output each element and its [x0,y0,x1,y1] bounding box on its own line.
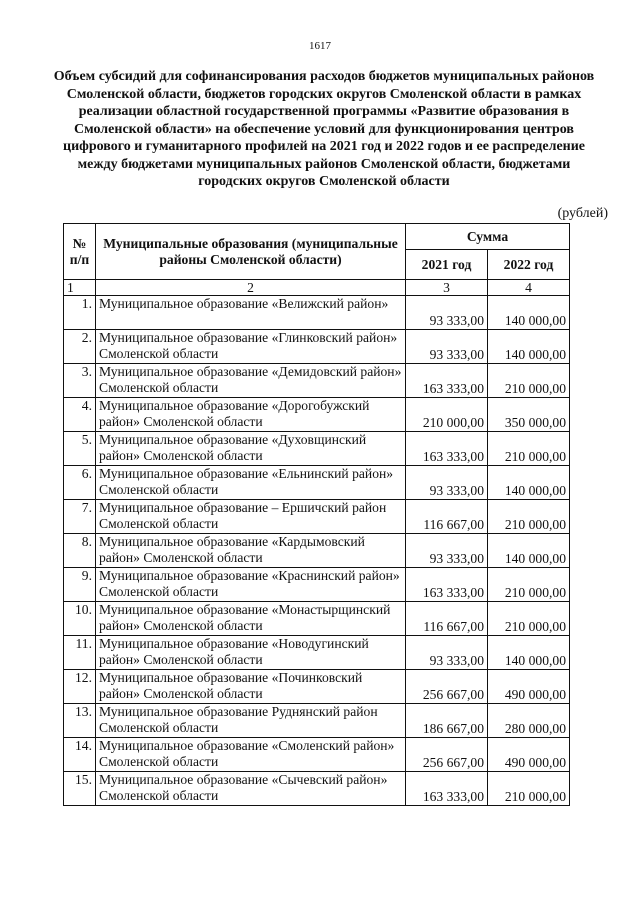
row-value-2021: 163 333,00 [406,364,488,398]
row-number: 15. [64,772,96,806]
row-value-2022: 210 000,00 [488,500,570,534]
row-name: Муниципальное образование «Новодугинский район» Смоленской области [96,636,406,670]
row-value-2021: 163 333,00 [406,772,488,806]
row-value-2021: 93 333,00 [406,636,488,670]
page-number: 1617 [309,40,331,52]
index-cell: 3 [406,280,488,296]
row-name: Муниципальное образование «Смоленский район» Смоленской области [96,738,406,772]
table-row [64,568,570,602]
table-row [64,330,570,364]
row-value-2022: 140 000,00 [488,330,570,364]
row-value-2021: 256 667,00 [406,670,488,704]
row-value-2022: 280 000,00 [488,704,570,738]
row-value-2021: 93 333,00 [406,466,488,500]
subsidy-table [63,223,570,806]
table-row [64,772,570,806]
row-value-2022: 210 000,00 [488,432,570,466]
row-name: Муниципальное образование «Сычевский район» Смоленской области [96,772,406,806]
header-name: Муниципальные образования (муниципальные районы Смоленской области) [96,224,406,280]
row-name: Муниципальное образование «Кардымовский район» Смоленской области [96,534,406,568]
row-value-2022: 210 000,00 [488,568,570,602]
row-number: 11. [64,636,96,670]
header-year-2022: 2022 год [488,250,570,280]
row-value-2021: 163 333,00 [406,432,488,466]
row-value-2021: 163 333,00 [406,568,488,602]
unit-label: (рублей) [557,206,608,221]
row-value-2022: 140 000,00 [488,636,570,670]
row-value-2022: 140 000,00 [488,296,570,330]
row-name: Муниципальное образование «Починковский район» Смоленской области [96,670,406,704]
index-cell: 1 [64,280,96,296]
row-number: 3. [64,364,96,398]
table-header-row [64,224,570,250]
row-value-2022: 140 000,00 [488,466,570,500]
row-name: Муниципальное образование – Ершичский район Смоленской области [96,500,406,534]
table-row [64,636,570,670]
row-value-2021: 210 000,00 [406,398,488,432]
row-value-2021: 93 333,00 [406,330,488,364]
row-name: Муниципальное образование «Монастырщинский район» Смоленской области [96,602,406,636]
row-number: 12. [64,670,96,704]
row-number: 10. [64,602,96,636]
table-row [64,432,570,466]
row-number: 5. [64,432,96,466]
row-number: 6. [64,466,96,500]
table-row [64,364,570,398]
table-row [64,738,570,772]
row-number: 7. [64,500,96,534]
row-name: Муниципальное образование «Краснинский район» Смоленской области [96,568,406,602]
index-cell: 2 [96,280,406,296]
table-row [64,398,570,432]
row-number: 1. [64,296,96,330]
row-value-2022: 210 000,00 [488,602,570,636]
row-name: Муниципальное образование «Духовщинский район» Смоленской области [96,432,406,466]
table-row [64,602,570,636]
index-cell: 4 [488,280,570,296]
header-sum: Сумма [406,224,570,250]
table-row [64,500,570,534]
header-year-2021: 2021 год [406,250,488,280]
table-row [64,296,570,330]
row-value-2021: 256 667,00 [406,738,488,772]
row-value-2022: 490 000,00 [488,738,570,772]
header-num: № п/п [64,224,96,280]
table-row [64,466,570,500]
row-number: 14. [64,738,96,772]
row-value-2022: 350 000,00 [488,398,570,432]
row-name: Муниципальное образование «Глинковский район» Смоленской области [96,330,406,364]
row-value-2022: 210 000,00 [488,772,570,806]
row-value-2022: 490 000,00 [488,670,570,704]
row-number: 9. [64,568,96,602]
row-name: Муниципальное образование «Велижский район» [96,296,406,330]
row-name: Муниципальное образование «Дорогобужский район» Смоленской области [96,398,406,432]
table-row [64,534,570,568]
document-title: Объем субсидий для софинансирования расходов бюджетов муниципальных районов Смоленской области, бюджетов городских округов Смоленской области в рамках реализации областной государственной программы «Развитие образования в Смоленской области» на обеспечение условий для функционирования центров цифрового и гуманитарного профилей на 2021 год и 2022 годов и ее распределение между бюджетами муниципальных районов Смоленской области, бюджетами городских округов Смоленской области [53,69,595,189]
row-value-2021: 186 667,00 [406,704,488,738]
table-row [64,704,570,738]
row-name: Муниципальное образование «Демидовский район» Смоленской области [96,364,406,398]
row-number: 13. [64,704,96,738]
row-value-2021: 116 667,00 [406,500,488,534]
row-value-2021: 116 667,00 [406,602,488,636]
table-row [64,670,570,704]
row-number: 8. [64,534,96,568]
row-value-2021: 93 333,00 [406,534,488,568]
row-value-2021: 93 333,00 [406,296,488,330]
row-value-2022: 210 000,00 [488,364,570,398]
table-index-row [64,280,570,296]
row-value-2022: 140 000,00 [488,534,570,568]
row-name: Муниципальное образование «Ельнинский район» Смоленской области [96,466,406,500]
row-name: Муниципальное образование Руднянский район Смоленской области [96,704,406,738]
row-number: 2. [64,330,96,364]
row-number: 4. [64,398,96,432]
